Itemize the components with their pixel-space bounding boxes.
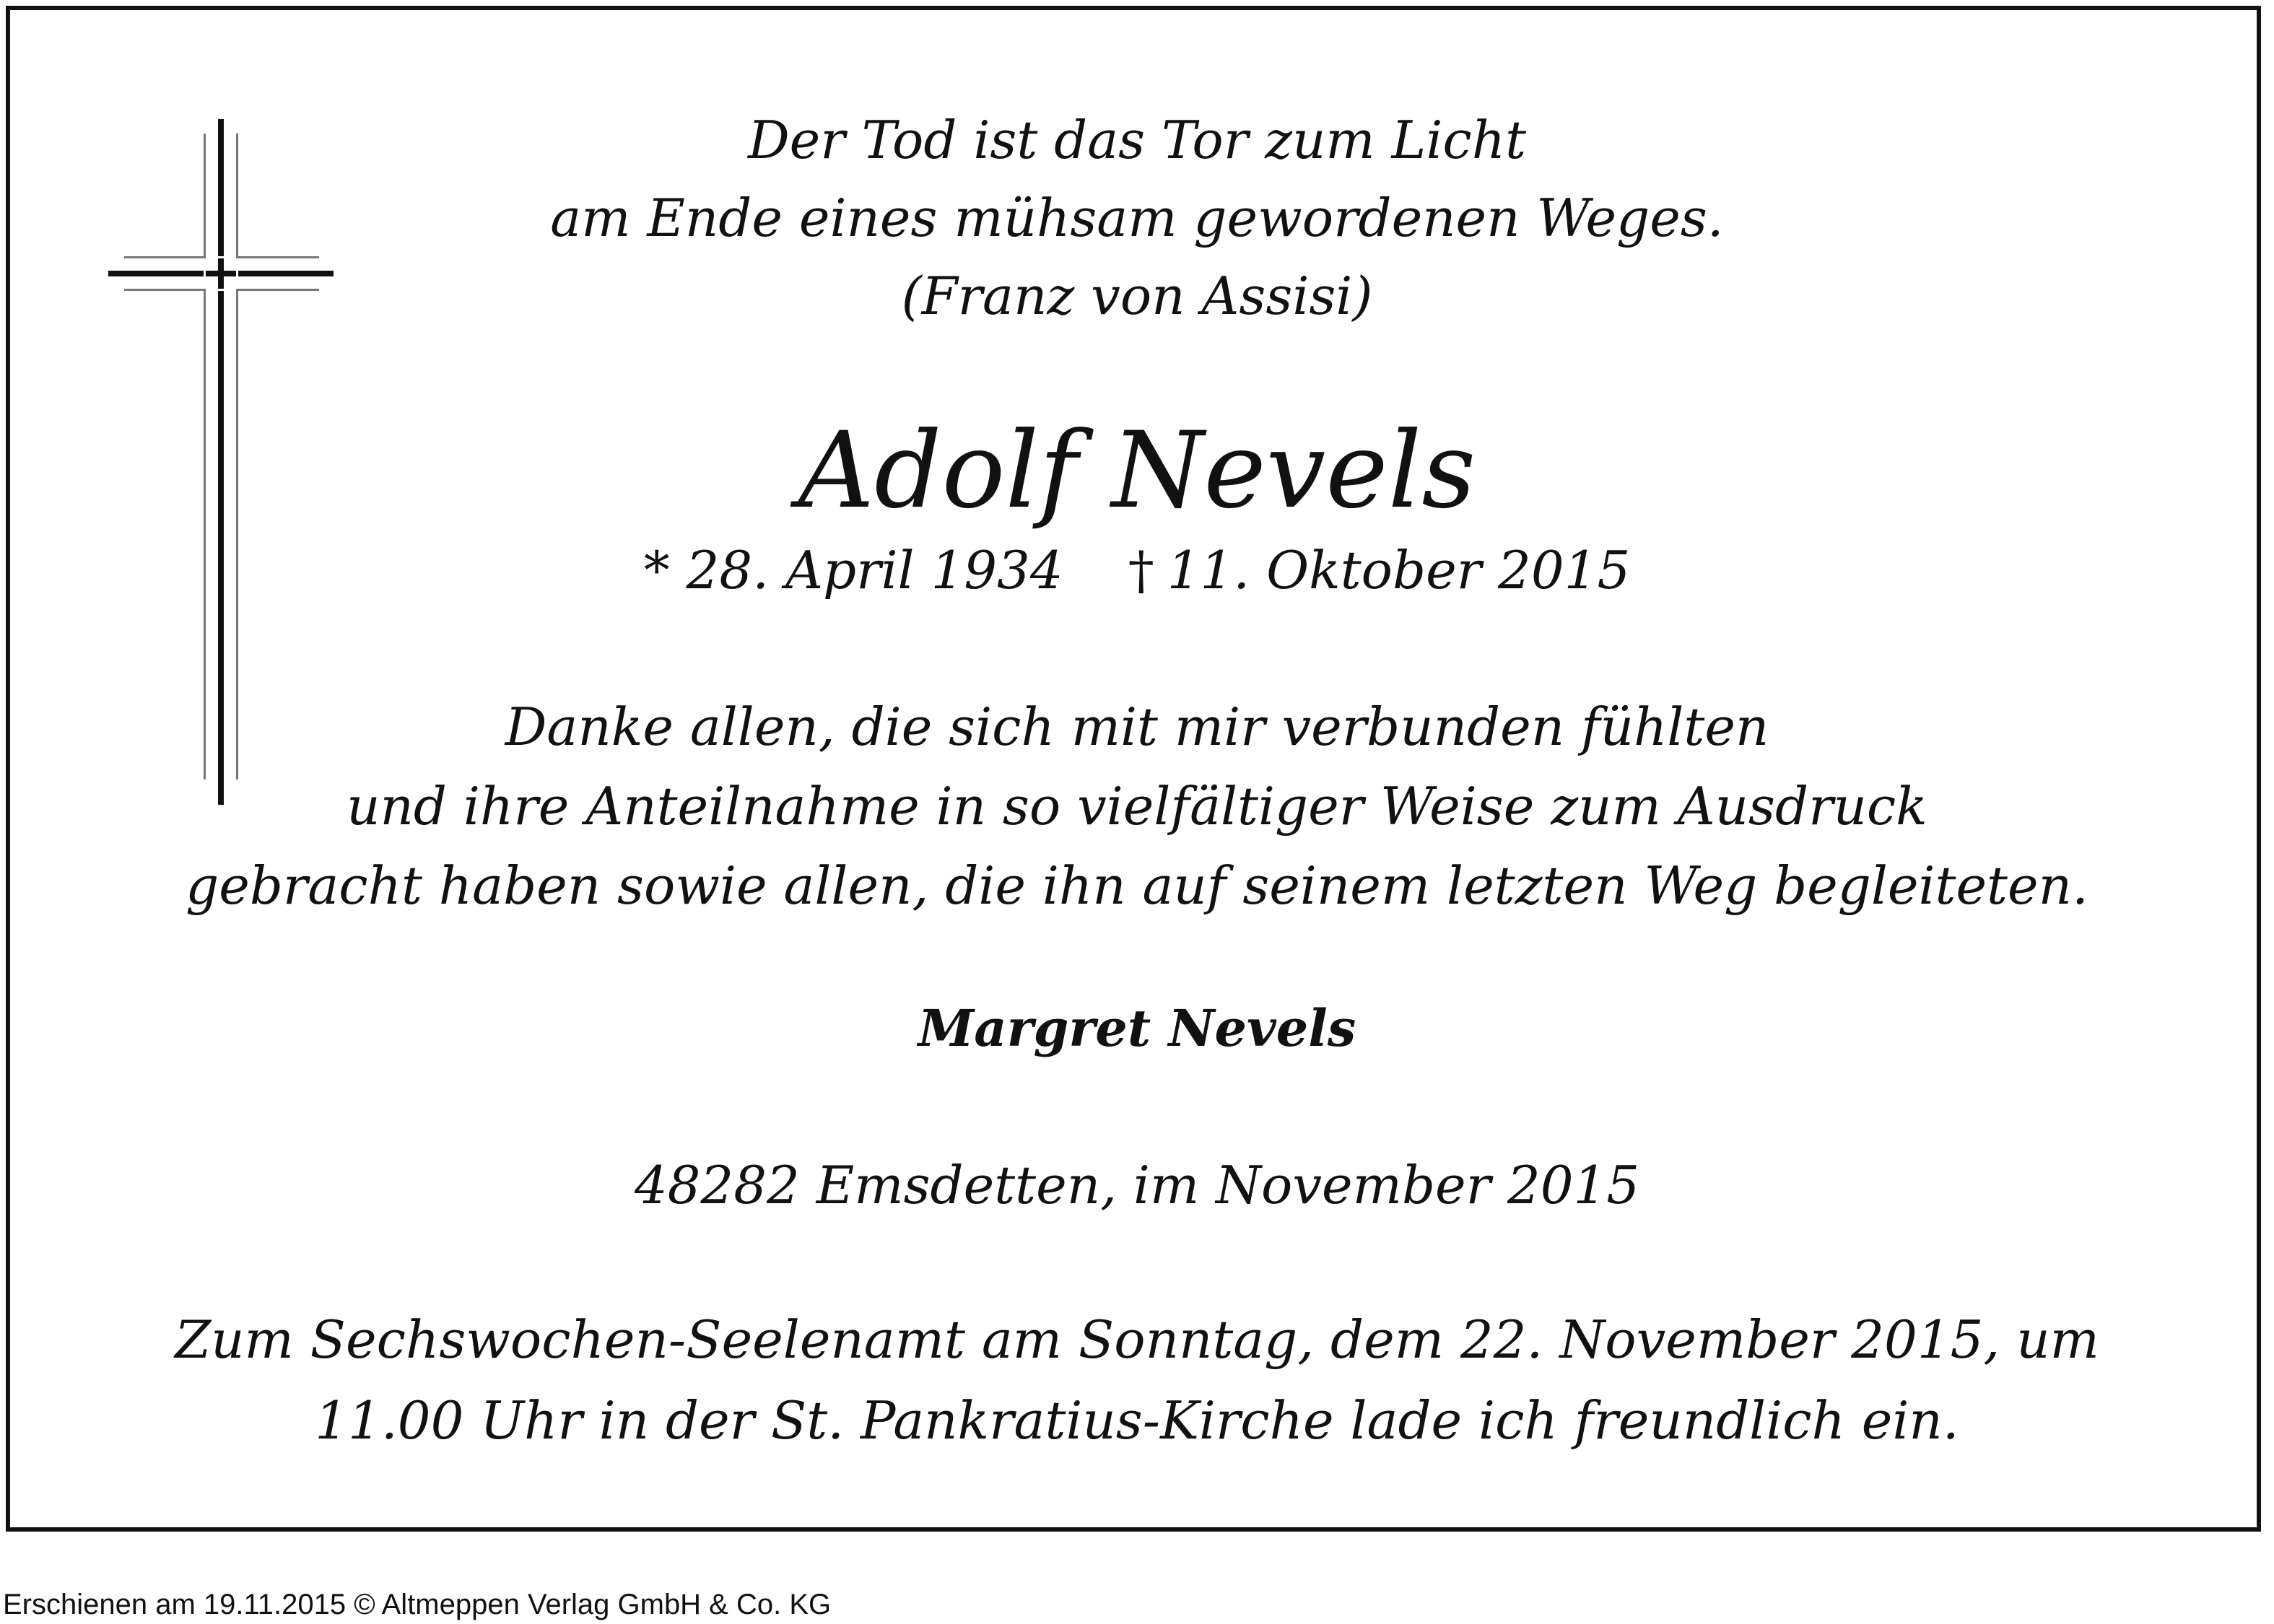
thanks-line-1: Danke allen, die sich mit mir verbunden fühlten	[505, 697, 1769, 757]
death-date: 11. Oktober 2015	[1167, 540, 1631, 601]
quote	[0, 101, 2274, 335]
thanks-text	[0, 687, 2274, 925]
deceased-name: Adolf Nevels	[798, 409, 1476, 532]
dagger-symbol: †	[1128, 540, 1154, 601]
quote-line-2: am Ende eines mühsam gewordenen Weges.	[550, 188, 1724, 248]
quote-attribution: (Franz von Assisi)	[901, 266, 1373, 326]
service-announcement	[0, 1299, 2274, 1461]
birth-date: * 28. April 1934	[643, 540, 1063, 601]
place-date: 48282 Emsdetten, im November 2015	[634, 1155, 1640, 1215]
publication-footer: Erschienen am 19.11.2015 © Altmeppen Verlag GmbH & Co. KG	[3, 1589, 832, 1620]
thanks-line-2: und ihre Anteilnahme in so vielfältiger Weise zum Ausdruck	[347, 776, 1927, 837]
service-line-1: Zum Sechswochen-Seelenamt am Sonntag, dem 22. November 2015, um	[175, 1309, 2099, 1370]
signer-name: Margret Nevels	[918, 998, 1356, 1058]
quote-line-1: Der Tod ist das Tor zum Licht	[747, 110, 1527, 170]
service-line-2: 11.00 Uhr in der St. Pankratius-Kirche lade ich freundlich ein.	[315, 1390, 1959, 1451]
life-dates	[0, 534, 2274, 606]
thanks-line-3: gebracht haben sowie allen, die ihn auf seinem letzten Weg begleiteten.	[186, 855, 2088, 916]
